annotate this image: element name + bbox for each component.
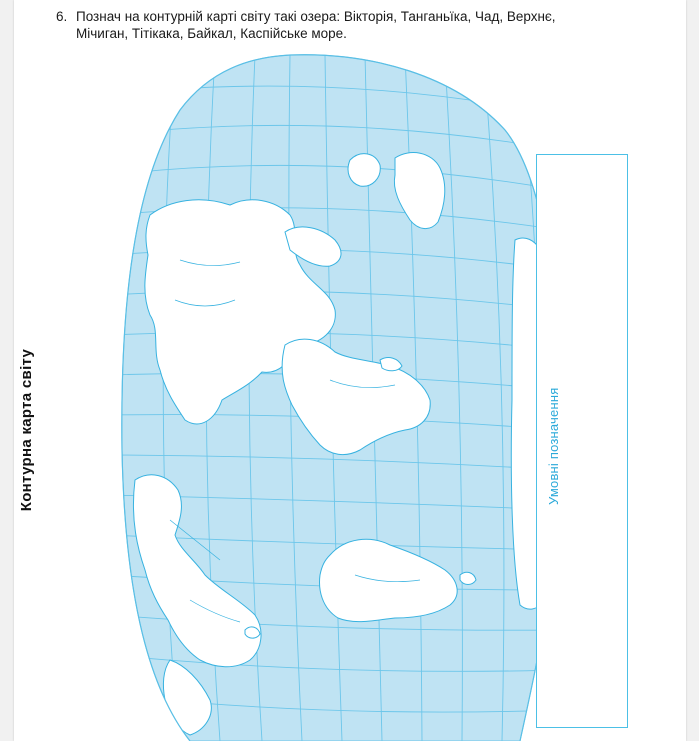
map-title: Контурна карта світу — [18, 348, 35, 512]
task-number: 6. — [56, 9, 68, 24]
arctic-island — [348, 154, 380, 187]
legend-title: Умовні позначення — [546, 387, 561, 505]
task-line-2: Мічиган, Тітікака, Байкал, Каспійське море. — [76, 26, 347, 41]
task-line-1: Познач на контурній карті світу такі озера: Вікторія, Танганьїка, Чад, Верхнє, — [76, 9, 556, 24]
